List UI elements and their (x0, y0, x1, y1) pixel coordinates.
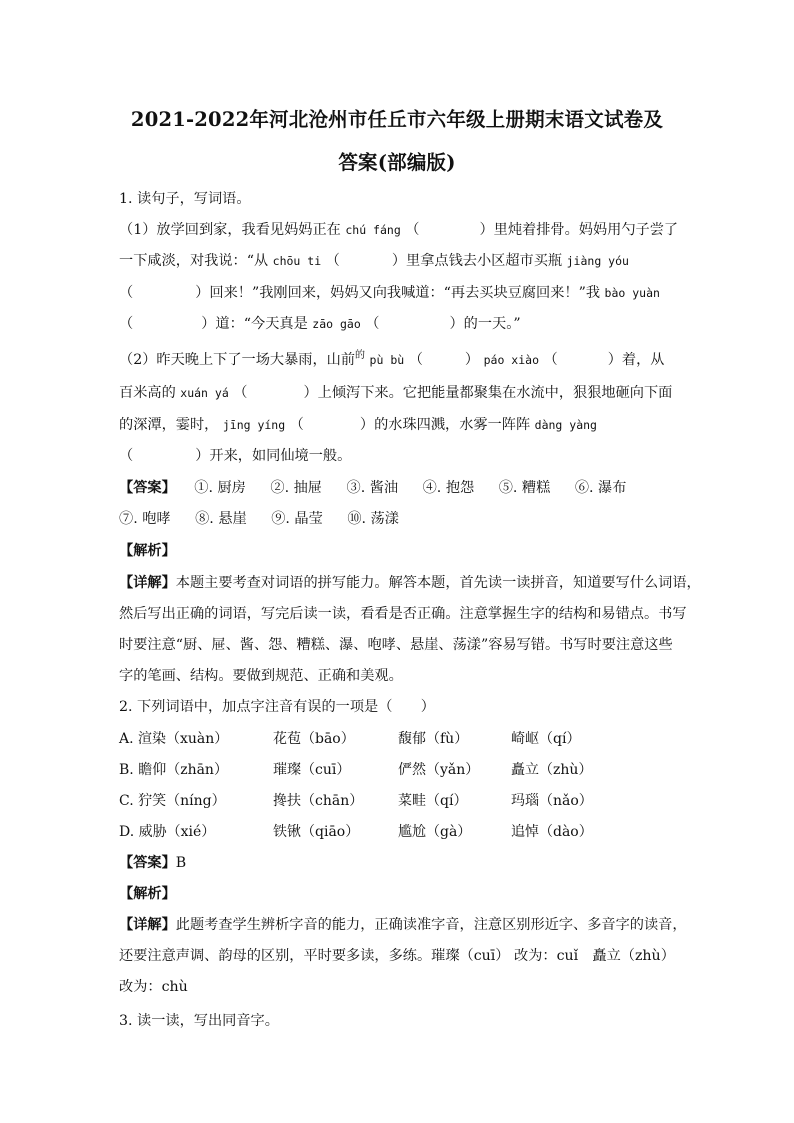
q2-option-a-2: 花苞（bāo） (273, 731, 355, 747)
q2-option-d-3: 尴尬（gà） (398, 824, 472, 840)
q2-option-b-2: 璀璨（cuī） (273, 762, 351, 778)
blank: （ (119, 285, 134, 301)
answer-value: B (175, 855, 187, 871)
text: ）开来，如同仙境一般。 (195, 448, 352, 464)
pinyin: bào yuàn (604, 286, 660, 300)
answer-item: ②. 抽屉 (270, 480, 322, 496)
q1-stem: 1. 读句子，写词语。 (119, 191, 251, 207)
q2-option-c-4: 玛瑙（nǎo） (511, 793, 593, 809)
answer-item: ⑦. 咆哮 (119, 511, 171, 527)
q1-p1-line4 (119, 313, 521, 333)
answer-item: ⑨. 晶莹 (271, 511, 323, 527)
q1-detail-line3: 时要注意“厨、屉、酱、怨、糟糕、瀑、咆哮、悬崖、荡漾”容易写错。书写时要注意这些 (119, 637, 673, 653)
text: ）上倾泻下来。它把能量都聚集在水流中，狠狠地砸向下面 (303, 385, 673, 401)
q1-detail-line4: 字的笔画、结构。要做到规范、正确和美观。 (119, 668, 403, 684)
pinyin: jīng yíng (222, 418, 286, 432)
blank: （ (543, 352, 558, 368)
pinyin: chōu ti (272, 254, 322, 268)
blank: （ (289, 417, 304, 433)
pinyin: pù bù (369, 353, 405, 367)
answer-item: ③. 酱油 (346, 480, 399, 496)
text: ）的一天。” (449, 316, 521, 332)
q2-detail-line1 (119, 914, 687, 934)
answer-label: 【答案】 (119, 480, 176, 496)
q1-p1-line1 (119, 219, 678, 239)
q2-option-d-1: D. 威胁（xié） (119, 824, 216, 840)
q2-option-b-3: 俨然（yǎn） (398, 762, 480, 778)
text: ）着，从 (607, 352, 665, 368)
q1-detail-line1 (119, 572, 701, 592)
q2-analysis-label: 【解析】 (119, 886, 176, 902)
q2-option-c-3: 菜畦（qí） (398, 793, 468, 809)
answer-item: ⑥. 瀑布 (574, 480, 627, 496)
text: ）回来！”我刚回来，妈妈又向我喊道：“再去买块豆腐回来！”我 (195, 285, 601, 301)
q1-p2-line4 (119, 445, 351, 465)
pinyin: jiàng yóu (566, 254, 629, 268)
text: 的深潭，霎时， (119, 417, 219, 433)
detail-label: 【详解】 (119, 575, 176, 591)
blank: （ (119, 448, 134, 464)
blank: （ (365, 316, 380, 332)
answer-item: ⑤. 糟糕 (498, 480, 551, 496)
q2-detail-line3: 改为：chù (119, 979, 188, 995)
text: 的 (355, 350, 366, 361)
detail-label: 【详解】 (119, 917, 176, 933)
q1-p1-line2 (119, 250, 629, 270)
doc-title-line1: 2021-2022年河北沧州市任丘市六年级上册期末语文试卷及 (130, 108, 664, 131)
q1-analysis-label: 【解析】 (119, 543, 176, 559)
text: ）里炖着排骨。妈妈用勺子尝了 (479, 222, 679, 238)
text: （2）昨天晚上下了一场大暴雨，山前 (119, 352, 356, 368)
q1-p2-line3 (119, 414, 597, 434)
pinyin: páo xiào (483, 353, 539, 367)
q2-option-d-4: 追悼（dào） (511, 824, 593, 840)
q3-stem: 3. 读一读，写出同音字。 (119, 1013, 279, 1029)
blank: （ ） (408, 352, 480, 368)
q2-stem: 2. 下列词语中，加点字注音有误的一项是（ ） (119, 699, 435, 715)
q2-option-b-1: B. 瞻仰（zhān） (119, 762, 228, 778)
q2-option-c-1: C. 狞笑（níng） (119, 793, 226, 809)
pinyin: dàng yàng (534, 418, 597, 432)
answer-item: ④. 抱怨 (422, 480, 475, 496)
q1-p1-line3 (119, 282, 660, 302)
pinyin: zāo gāo (312, 317, 361, 331)
text: 此题考查学生辨析字音的能力，正确读准字音，注意区别形近字、多音字的读音， (175, 917, 687, 933)
q2-option-a-3: 馥郁（fù） (398, 731, 469, 747)
q2-option-a-1: A. 渲染（xuàn） (119, 731, 229, 747)
q2-detail-line2: 还要注意声调、韵母的区别，平时要多读，多练。璀璨（cuī） 改为：cuǐ 矗立（zhù） (119, 948, 675, 964)
q1-p2-line1 (119, 349, 664, 369)
answer-label: 【答案】 (119, 855, 176, 871)
q2-option-d-2: 铁锹（qiāo） (273, 824, 360, 840)
q1-p2-line2 (119, 382, 672, 402)
q1-detail-line2: 然后写出正确的词语，写完后读一读，看看是否正确。注意掌握生字的结构和易错点。书写 (119, 606, 687, 622)
blank: （ (233, 385, 248, 401)
q2-answer (119, 852, 186, 872)
text: ）的水珠四溅，水雾一阵阵 (359, 417, 531, 433)
text: ）里拿点钱去小区超市买瓶 (391, 253, 563, 269)
q2-option-a-4: 崎岖（qí） (511, 731, 581, 747)
doc-title-line2: 答案(部编版) (338, 151, 456, 174)
text: （1）放学回到家，我看见妈妈正在 (119, 222, 341, 238)
text: 百米高的 (119, 385, 176, 401)
q1-answers-row1 (119, 477, 626, 497)
pinyin: xuán yá (180, 386, 229, 400)
text: 本题主要考查对词语的拼写能力。解答本题，首先读一读拼音，知道要写什么词语， (175, 575, 701, 591)
pinyin: chú fáng (345, 223, 401, 237)
text: 一下咸淡，对我说：“从 (119, 253, 269, 269)
text: ）道：“今天真是 (201, 316, 308, 332)
blank: （ (119, 316, 134, 332)
answer-item: ⑩. 荡漾 (347, 511, 399, 527)
q2-option-b-4: 矗立（zhù） (511, 762, 593, 778)
q1-answers-row2 (119, 508, 399, 528)
blank: （ (325, 253, 340, 269)
blank: （ (405, 222, 420, 238)
answer-item: ⑧. 悬崖 (195, 511, 247, 527)
q2-option-c-2: 搀扶（chān） (273, 793, 364, 809)
answer-item: ①. 厨房 (194, 480, 246, 496)
